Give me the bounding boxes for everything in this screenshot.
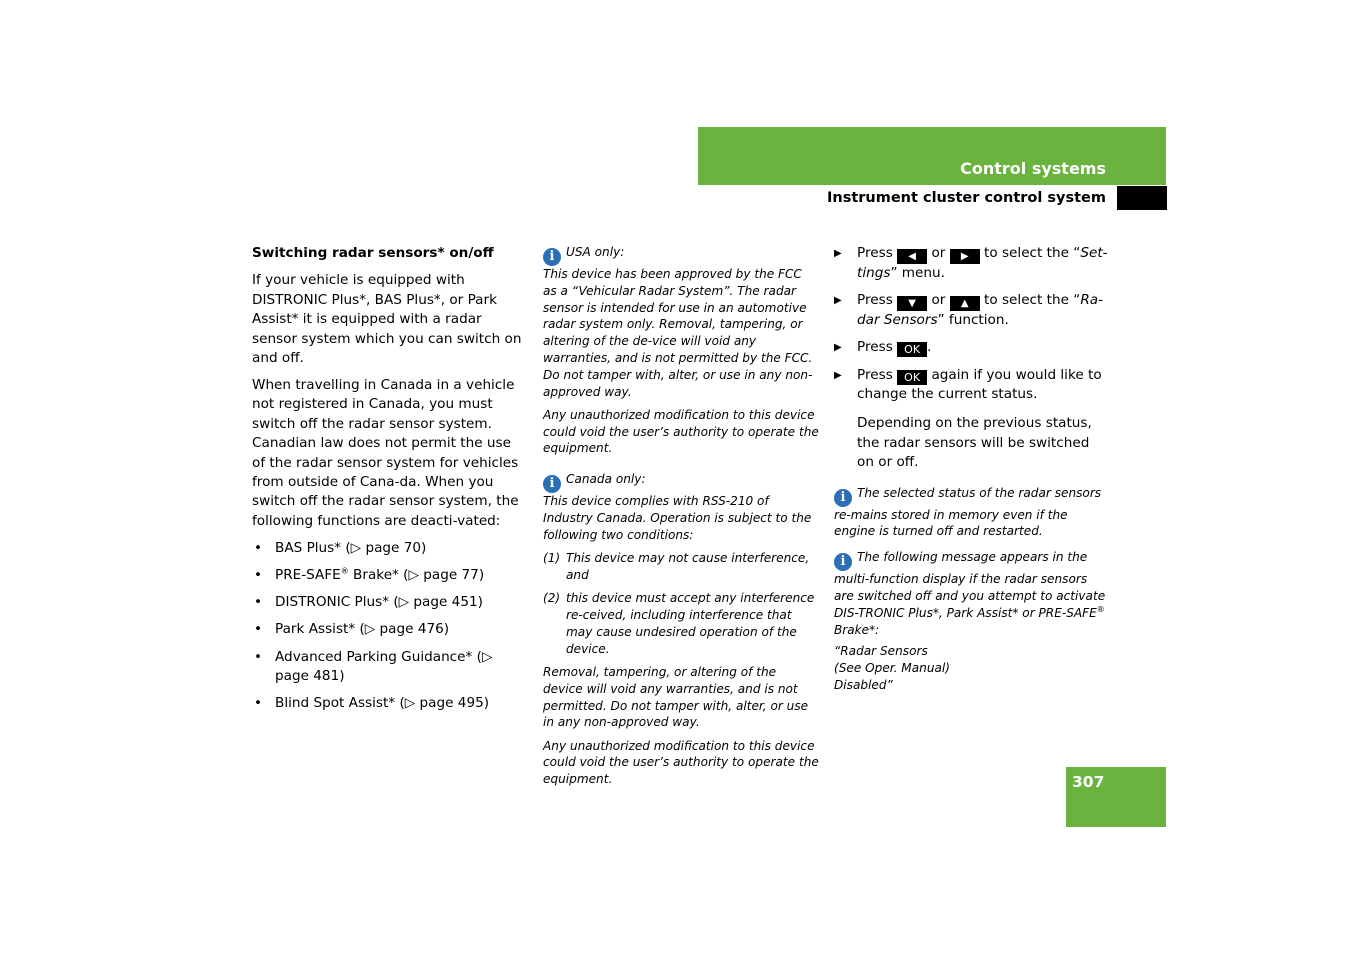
message-note-text-end: Brake*: — [834, 622, 880, 637]
list-item — [252, 648, 528, 687]
memory-note-text: The selected status of the radar sensors re-mains stored in memory even if the engine is turned off and restarted. — [834, 485, 1102, 539]
settings-menu-name: Set-tings — [857, 245, 1108, 281]
section-heading: Switching radar sensors* on/off — [252, 245, 494, 261]
column-1 — [252, 244, 528, 722]
page-number: 307 — [1072, 773, 1105, 791]
memory-note — [834, 485, 1110, 541]
page-number-box — [1066, 767, 1166, 827]
step-text: to select the “ — [984, 245, 1081, 261]
condition-item — [543, 550, 819, 584]
step-select-settings — [834, 244, 1110, 283]
or-label: or — [931, 292, 946, 309]
step-press-ok: ▶ Press OK . — [834, 339, 932, 357]
up-arrow-key-icon: ▲ — [950, 296, 980, 311]
column-2 — [543, 244, 819, 796]
step-arrow-icon: ▶ — [834, 248, 842, 259]
usa-note — [543, 244, 819, 400]
ok-key-icon: OK — [897, 342, 927, 357]
step-arrow-icon: ▶ — [834, 342, 842, 354]
list-item — [252, 593, 528, 612]
registered-mark: ® — [1096, 604, 1105, 614]
condition-number: (1) — [543, 551, 561, 566]
intro-paragraph: If your vehicle is equipped with DISTRONIC Plus*, BAS Plus*, or Park Assist* it is equipped with a radar sensor system which you can switch on and off. — [252, 272, 522, 367]
ok-key-icon: OK — [897, 370, 927, 385]
display-message-line: Disabled” — [834, 678, 893, 693]
step-text: to select the “ — [984, 292, 1081, 309]
subtitle-marker — [1117, 186, 1167, 210]
info-icon: i — [543, 248, 561, 266]
registered-mark: ® — [340, 566, 349, 576]
info-icon: i — [834, 489, 852, 507]
usa-label: USA only: — [566, 245, 625, 259]
pre-safe-link[interactable] — [275, 567, 484, 583]
step-arrow-icon: ▶ — [834, 369, 842, 381]
distronic-link[interactable]: DISTRONIC Plus* (▷ page 451) — [275, 594, 483, 611]
canada-note — [543, 471, 819, 543]
display-message-line: (See Oper. Manual) — [834, 661, 950, 676]
condition-number: (2) — [543, 591, 561, 606]
step-text: ” function. — [937, 312, 1009, 329]
radar-sensors-function-name: Ra-dar Sensors — [857, 292, 1104, 329]
condition-text: This device may not cause interference, and — [566, 551, 810, 582]
step-press-ok-again — [834, 366, 1110, 405]
display-message — [834, 643, 1110, 693]
press-label: Press — [857, 339, 893, 356]
canada-text-2: Removal, tampering, or altering of the device will void any warranties, and is not permitted. Do not tamper with, alter, or use in any non-approved way. — [543, 664, 809, 730]
step-text: ” menu. — [890, 265, 945, 281]
list-item — [252, 620, 528, 639]
canada-text: This device complies with RSS-210 of Industry Canada. Operation is subject to the following two conditions: — [543, 494, 812, 542]
press-label: Press — [857, 292, 893, 309]
press-label: Press — [857, 245, 893, 261]
info-icon: i — [834, 553, 852, 571]
down-arrow-key-icon: ▼ — [897, 296, 927, 311]
condition-text: this device must accept any interference re-ceived, including interference that may cause undesired operation of the device. — [566, 591, 815, 656]
press-label: Press — [857, 366, 893, 383]
step-arrow-icon: ▶ — [834, 295, 842, 307]
bas-plus-link[interactable]: BAS Plus* (▷ page 70) — [275, 539, 427, 556]
usa-text: This device has been approved by the FCC as a “Vehicular Radar System”. The radar sensor is intended for use in an automotive radar system only. Removal, tampering, or altering of the de-vice will void any warranties, and is not permitted by the FCC. Do not tamper with, alter, or use in any non-approved way. — [543, 267, 813, 399]
pre-safe-label: PRE-SAFE — [275, 567, 341, 584]
result-text: Depending on the previous status, the radar sensors will be switched on or off. — [857, 415, 1092, 471]
canada-paragraph: When travelling in Canada in a vehicle not registered in Canada, you must switch off the radar sensor system. Canadian law does not permit the use of the radar sensor system for vehicles from outside of Cana-da. When you switch off the radar sensor system, the following functions are deacti-vated: — [252, 377, 519, 529]
blind-spot-link[interactable]: Blind Spot Assist* (▷ page 495) — [275, 695, 490, 712]
section-title: Control systems — [960, 159, 1106, 178]
page-subtitle: Instrument cluster control system — [826, 190, 1106, 206]
display-message-line: “Radar Sensors — [834, 644, 928, 659]
deactivated-functions-list — [252, 539, 528, 714]
list-item — [252, 566, 528, 585]
message-note-text: The following message appears in the multi-function display if the radar sensors are switched off and you attempt to activate DIS-TRONIC Plus*, Park Assist* or PRE-SAFE — [834, 550, 1106, 620]
usa-text-2: Any unauthorized modification to this device could void the user’s authority to operate the equipment. — [543, 407, 819, 456]
left-arrow-key-icon: ◀ — [897, 249, 927, 264]
condition-item — [543, 590, 819, 657]
step-text: again if you would like to change the current status. — [857, 366, 1102, 403]
pre-safe-rest: Brake* (▷ page 77) — [348, 567, 485, 584]
list-item — [252, 539, 528, 558]
column-3 — [834, 244, 1110, 703]
canada-text-3: Any unauthorized modification to this device could void the user’s authority to operate the equipment. — [543, 738, 819, 787]
message-note — [834, 549, 1110, 694]
or-label: or — [931, 245, 946, 261]
header-band — [698, 127, 1166, 185]
list-item — [252, 694, 528, 713]
park-assist-link[interactable]: Park Assist* (▷ page 476) — [275, 621, 450, 638]
canada-label: Canada only: — [566, 472, 646, 487]
parking-guidance-link[interactable]: Advanced Parking Guidance* (▷ page 481) — [275, 648, 493, 685]
info-icon: i — [543, 475, 561, 493]
right-arrow-key-icon: ▶ — [950, 249, 980, 264]
step-select-radar — [834, 291, 1110, 330]
